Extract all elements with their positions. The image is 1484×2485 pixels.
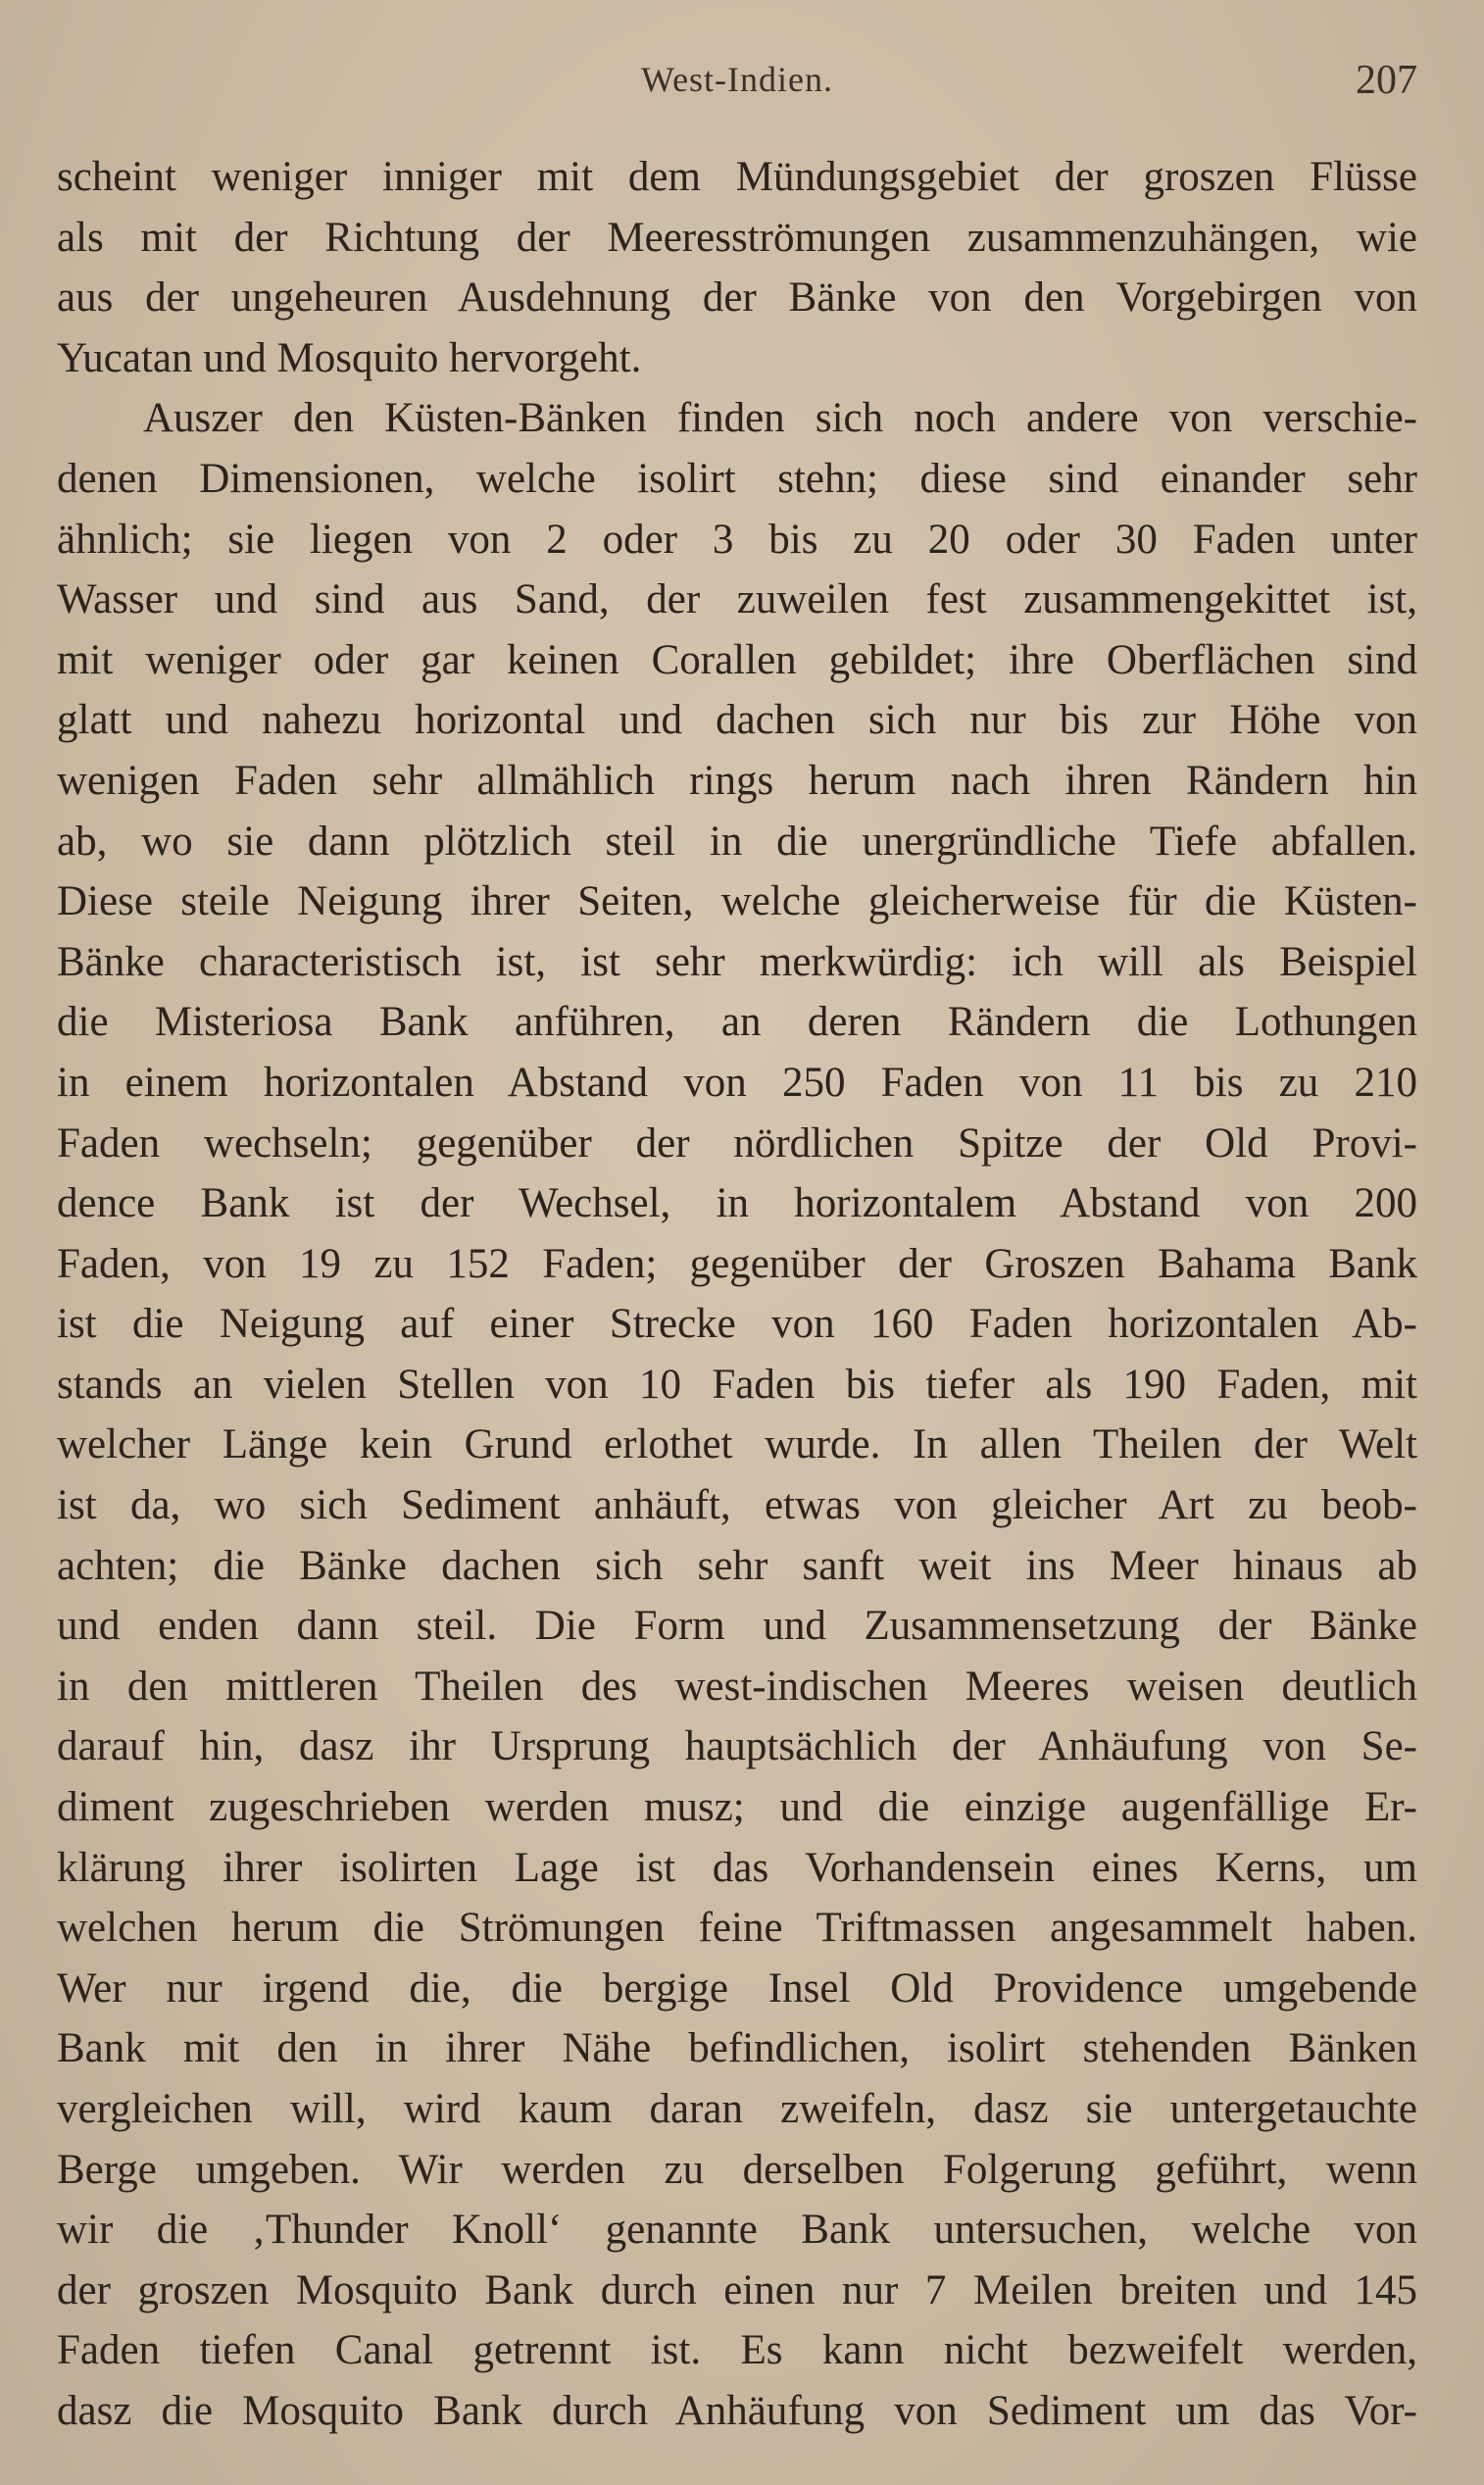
text-line: Faden tiefen Canal getrennt ist. Es kann nicht bezweifelt werden,	[57, 2327, 1417, 2374]
text-line: in den mittleren Theilen des west-indischen Meeres weisen deutlich	[57, 1663, 1417, 1710]
text-line: mit weniger oder gar keinen Corallen gebildet; ihre Oberflächen sind	[57, 636, 1417, 683]
text-line: stands an vielen Stellen von 10 Faden bis tiefer als 190 Faden, mit	[57, 1361, 1417, 1408]
text-line: klärung ihrer isolirten Lage ist das Vorhandensein eines Kerns, um	[57, 1844, 1417, 1891]
text-line: als mit der Richtung der Meeresströmungen zusammenzuhängen, wie	[57, 214, 1417, 261]
text-line: welcher Länge kein Grund erlothet wurde. In allen Theilen der Welt	[57, 1421, 1417, 1468]
text-line: dasz die Mosquito Bank durch Anhäufung von Sediment um das Vor-	[57, 2387, 1417, 2434]
text-line: scheint weniger inniger mit dem Mündungsgebiet der groszen Flüsse	[57, 154, 1417, 200]
text-line: ähnlich; sie liegen von 2 oder 3 bis zu 20 oder 30 Faden unter	[57, 516, 1417, 563]
text-line: wir die ‚Thunder Knoll‘ genannte Bank untersuchen, welche von	[57, 2207, 1417, 2254]
text-line: Auszer den Küsten-Bänken finden sich noch andere von verschie-	[143, 395, 1417, 442]
text-line: Yucatan und Mosquito hervorgeht.	[57, 334, 642, 381]
text-line: Faden wechseln; gegenüber der nördlichen Spitze der Old Provi-	[57, 1119, 1417, 1167]
text-line: die Misteriosa Bank anführen, an deren Rändern die Lothungen	[57, 999, 1417, 1046]
text-line: vergleichen will, wird kaum daran zweifeln, dasz sie untergetauchte	[57, 2086, 1417, 2132]
text-line: Berge umgeben. Wir werden zu derselben Folgerung geführt, wenn	[57, 2146, 1417, 2193]
text-line: der groszen Mosquito Bank durch einen nur 7 Meilen breiten und 145	[57, 2266, 1417, 2313]
text-line: denen Dimensionen, welche isolirt stehn; diese sind einander sehr	[57, 455, 1417, 502]
text-line: Bank mit den in ihrer Nähe befindlichen, isolirt stehenden Bänken	[57, 2025, 1417, 2072]
text-line: welchen herum die Strömungen feine Triftmassen angesammelt haben.	[57, 1905, 1417, 1952]
text-line: diment zugeschrieben werden musz; und die einzige augenfällige Er-	[57, 1784, 1417, 1831]
text-line: Faden, von 19 zu 152 Faden; gegenüber der Groszen Bahama Bank	[57, 1240, 1417, 1287]
text-line: ist die Neigung auf einer Strecke von 160 Faden horizontalen Ab-	[57, 1301, 1417, 1348]
text-line: Wasser und sind aus Sand, der zuweilen fest zusammengekittet ist,	[57, 576, 1417, 623]
text-line: glatt und nahezu horizontal und dachen sich nur bis zur Höhe von	[57, 697, 1417, 744]
body-text	[57, 147, 1417, 2442]
text-line: Diese steile Neigung ihrer Seiten, welche gleicherweise für die Küsten-	[57, 878, 1417, 925]
text-line: darauf hin, dasz ihr Ursprung hauptsächlich der Anhäufung von Se-	[57, 1723, 1417, 1770]
text-line: ist da, wo sich Sediment anhäuft, etwas von gleicher Art zu beob-	[57, 1482, 1417, 1529]
text-line: wenigen Faden sehr allmählich rings herum nach ihren Rändern hin	[57, 757, 1417, 804]
text-line: achten; die Bänke dachen sich sehr sanft weit ins Meer hinaus ab	[57, 1542, 1417, 1589]
text-line: und enden dann steil. Die Form und Zusammensetzung der Bänke	[57, 1603, 1417, 1650]
text-line: Wer nur irgend die, die bergige Insel Old Providence umgebende	[57, 1964, 1417, 2012]
text-line: Bänke characteristisch ist, ist sehr merkwürdig: ich will als Beispiel	[57, 938, 1417, 985]
running-title: West-Indien.	[640, 60, 834, 99]
text-line: ab, wo sie dann plötzlich steil in die unergründliche Tiefe abfallen.	[57, 818, 1417, 865]
page-number: 207	[1356, 58, 1417, 103]
text-line: dence Bank ist der Wechsel, in horizontalem Abstand von 200	[57, 1180, 1417, 1227]
text-line: aus der ungeheuren Ausdehnung der Bänke von den Vorgebirgen von	[57, 274, 1417, 322]
running-head	[57, 51, 1417, 110]
text-line: in einem horizontalen Abstand von 250 Faden von 11 bis zu 210	[57, 1059, 1417, 1106]
